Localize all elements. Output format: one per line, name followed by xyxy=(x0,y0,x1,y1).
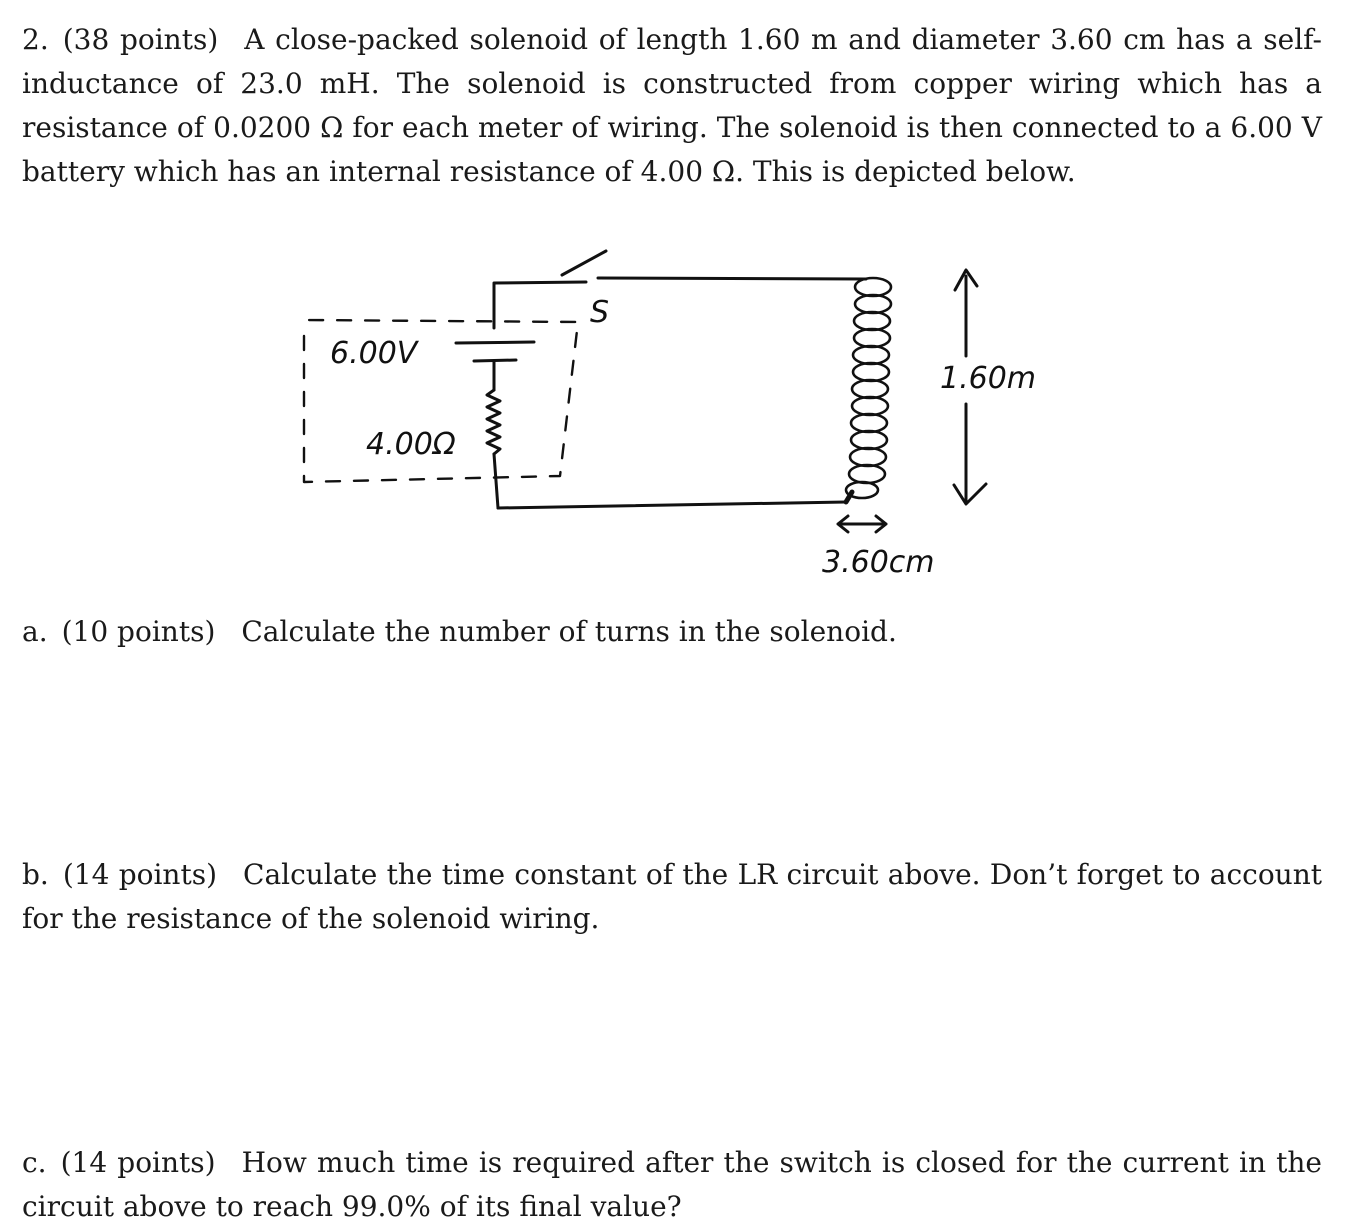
battery-long-plate xyxy=(456,342,534,343)
switch-label: S xyxy=(590,295,610,330)
battery-short-plate xyxy=(474,360,516,361)
part-a-label: a. xyxy=(22,615,48,648)
diameter-label: 3.60cm xyxy=(822,545,935,580)
wire-lower-left xyxy=(494,454,498,508)
length-label: 1.60m xyxy=(940,361,1037,396)
part-b-text: Calculate the time constant of the LR circuit above. Don’t forget to account for the resistance of the solenoid wiring. xyxy=(22,858,1322,935)
part-b-label: b. xyxy=(22,858,49,891)
part-a xyxy=(22,610,1322,654)
switch-blade xyxy=(562,251,606,275)
part-a-points: (10 points) xyxy=(61,615,216,648)
battery-voltage-label: 6.00V xyxy=(330,336,418,371)
part-b-points: (14 points) xyxy=(62,858,218,891)
part-a-text: Calculate the number of turns in the solenoid. xyxy=(241,615,897,648)
solenoid-coil xyxy=(846,278,891,498)
part-c xyxy=(22,1141,1322,1229)
part-b xyxy=(22,853,1322,941)
diameter-arrow xyxy=(838,516,886,532)
part-c-points: (14 points) xyxy=(60,1146,216,1179)
wire-top-right xyxy=(598,278,866,279)
problem-text: A close-packed solenoid of length 1.60 m and diameter 3.60 cm has a self-inductance of 23.0 mH. The solenoid is constructed from copper wiring which has a resistance of 0.0200 Ω for each meter of wiring. The solenoid is then connected to a 6.00 V battery which has an internal resistance of 4.00 Ω. This is depicted below. xyxy=(22,23,1322,188)
resistor-label: 4.00Ω xyxy=(366,427,456,462)
wire-bottom xyxy=(498,502,846,508)
problem-points: (38 points) xyxy=(62,23,219,56)
part-c-text: How much time is required after the switch is closed for the current in the circuit above to reach 99.0% of its final value? xyxy=(22,1146,1322,1223)
problem-number: 2. xyxy=(22,23,49,56)
part-c-label: c. xyxy=(22,1146,47,1179)
length-arrow-head-bottom xyxy=(954,484,986,504)
resistor-zigzag xyxy=(487,390,500,454)
